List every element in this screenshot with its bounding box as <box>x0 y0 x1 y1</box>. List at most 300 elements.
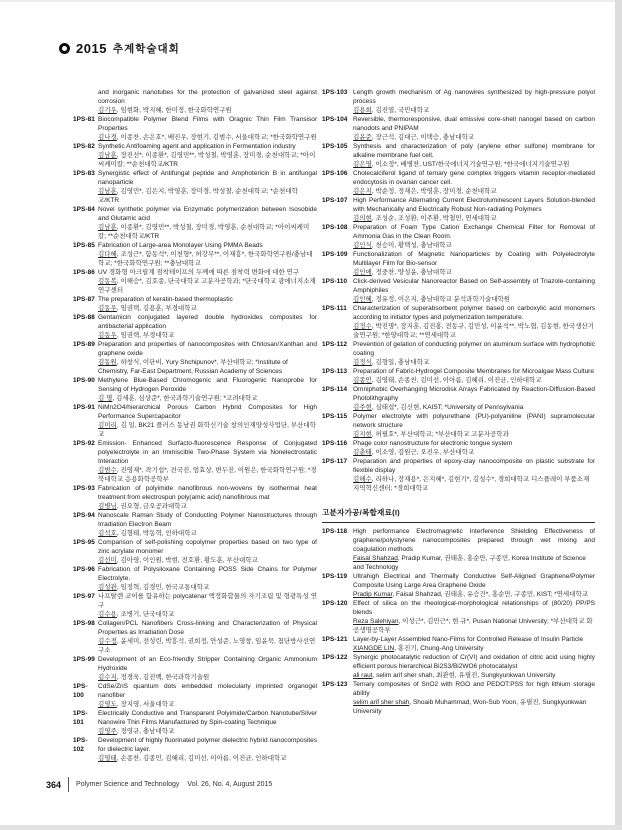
entry-first-author: ali raut <box>353 672 373 679</box>
entry-authors <box>98 394 317 403</box>
entry-coauthors: , 손종찬, 김종민, 김혜리, 김미선, 이아름, 이진균, 인하대학교 <box>116 755 287 762</box>
entry-authors <box>98 637 317 655</box>
program-entry <box>322 439 595 457</box>
entry-title: 나프탈렌 코어를 함유하는 polycatenar 액정화합물의 자기조립 및 형광특성 연구 <box>98 593 317 609</box>
entry-body <box>98 655 317 682</box>
entry-first-author: 김남훈 <box>98 188 117 195</box>
entry-body <box>353 572 595 599</box>
program-entry <box>322 88 595 115</box>
entry-body <box>353 635 595 653</box>
entry-first-author: 김수지 <box>98 674 117 681</box>
entry-title: Cholecalciferol ligand of ternary gene complex triggers vitamin receptor-mediated endocytosis in ovarian cancer cell. <box>353 170 595 186</box>
entry-first-author: 김주현 <box>353 404 372 411</box>
entry-code: 1PS-121 <box>322 636 348 643</box>
entry-code: 1PS-89 <box>73 341 95 348</box>
entry-first-author: Faisal Shahzad <box>353 555 398 562</box>
entry-code: 1PS-119 <box>322 573 348 580</box>
entry-code: 1PS-99 <box>73 656 95 663</box>
program-entry <box>73 169 317 205</box>
entry-title: Layer-by-Layer Assembled Nano-Films for Controlled Release of Insulin Particle <box>353 636 584 643</box>
entry-title: Preparation of Fabric-Hydrogel Composite Membranes for Microalgae Mass Culture <box>353 368 594 375</box>
entry-authors <box>98 223 317 241</box>
entry-title: Functionalization of Magnetic Nanoparticles by Coating with Polyelectrolyte Multilayer Film for Bio-sensor <box>353 251 595 267</box>
program-entry <box>73 340 317 376</box>
entry-first-author: 김용희 <box>353 107 372 114</box>
entry-coauthors: , 김영민*, 김은지, 박영훈, 장미경, 박성철, 순천대학교; *순천대학교/KTR <box>98 188 298 204</box>
entry-code: 1PS-115 <box>322 413 348 420</box>
entry-authors <box>353 187 595 196</box>
entry-code: 1PS-91 <box>73 404 95 411</box>
entry-body <box>353 439 595 457</box>
program-entry <box>322 169 595 196</box>
conference-year: 2015 <box>76 41 107 56</box>
entry-code: 1PS-97 <box>73 593 95 600</box>
entry-coauthors: , 조성근*, 함동석*, 이천형*, 허강무**, 이재흥*, 한국화학연구원/충남대학교; *한국화학연구원; **충남대학교 <box>98 251 313 267</box>
entry-code: 1PS-84 <box>73 206 95 213</box>
entry-title: Electrically Conductive and Transparent Polyimide/Carbon Nanotube/Silver Nanowire Thin Films Manufactured by Spin-coating Technique <box>98 710 317 726</box>
entry-first-author: Pradip Kumar <box>353 591 393 598</box>
entry-body <box>98 340 317 376</box>
entry-authors <box>353 617 595 635</box>
page-edge-shadow-top <box>0 0 622 2</box>
entry-title: Comparison of self-polishing copolymer properties based on two type of zinc acrylate monomer <box>98 539 317 555</box>
entry-title: Synergic photocatalytic reduction of Cr(VI) and oxidation of citric acid using highly efficient porous hierarchical Bi2S3/Bi2WO6 photocatalyst <box>353 654 595 670</box>
page-footer <box>46 777 272 792</box>
entry-authors <box>98 466 317 484</box>
entry-coauthors: , 이해승*, 김호종, 단국대학교 고분자공학과; *단국대학교 광에너지소재연구센터 <box>98 278 316 294</box>
entry-coauthors: , 이소정*, 배병찬, UST/한국에너지기술연구원; *한국에너지기술연구원 <box>371 161 570 168</box>
entry-title: Emission- Enhanced Surfacto-fluorescence Response of Conjugated polyelectrolyte in an Immiscible Two-Phase System via Nonelectrostatic Interaction <box>98 440 317 465</box>
entry-code: 1PS-87 <box>73 296 95 303</box>
entry-code: 1PS-92 <box>73 440 95 447</box>
entry-code: 1PS-108 <box>322 224 348 231</box>
entry-body <box>353 142 595 169</box>
entry-title: Novel synthetic polymer via Enzymatic polymerization between Isosobide and Glutamic acid <box>98 206 317 222</box>
entry-title: Reversible, thermoresponsive, dual emissive core-shell nanogel based on carbon nanodots and PNIPAM <box>353 116 595 132</box>
entry-body <box>98 169 317 205</box>
entry-first-author: 김은지 <box>353 188 372 195</box>
program-entry <box>322 340 595 367</box>
entry-title: Preparation and properties of epoxy-clay nanocomposite on plastic substrate for flexible display <box>353 458 595 474</box>
entry-first-author: 김의현 <box>353 215 372 222</box>
entry-code: 1PS-93 <box>73 485 95 492</box>
entry-body <box>98 511 317 538</box>
entry-authors <box>98 610 317 619</box>
entry-coauthors: , Faisal Shahzad, 권태훈, 유승건*, 홍순만, 구종민, KIST; *연세대학교 <box>392 591 589 598</box>
entry-title: Synthesis and characterization of poly (arylene ether sulfone) membrane for alkaline membrane fuel cell. <box>353 143 595 159</box>
entry-first-author: 김나경 <box>98 134 117 141</box>
entry-coauthors: , 조병기, 단국대학교 <box>116 611 175 618</box>
entry-authors <box>353 590 595 599</box>
entry-coauthors: , 권오형, 금오공과대학교 <box>116 503 187 510</box>
entry-coauthors: , 김영태, 손종찬, 김미선, 이아름, 김혜리, 이진균, 인하대학교 <box>371 377 542 384</box>
program-entry <box>322 277 595 304</box>
entry-authors <box>98 187 317 205</box>
program-column-left <box>73 88 317 763</box>
journal-name: Polymer Science and Technology <box>76 781 180 788</box>
entry-title: Click-derived Vesicular Nanoreactor Based on Self-assembly of Triazole-containing Amphiphiles <box>353 278 595 294</box>
entry-body <box>353 367 595 385</box>
entry-title: Nanoscale Raman Study of Conducting Polymer Nanostructures through Irradiation Electron Beam <box>98 512 317 528</box>
entry-title: The preparation of keratin-based thermoplastic <box>98 296 233 303</box>
entry-coauthors: , 리하나, 장재용*, 은지혜*, 김현기*, 김성수*, 경희대학교 디스플레이 부품소재지역혁신센터; *경희대학교 <box>353 476 590 492</box>
entry-body <box>98 565 317 592</box>
entry-first-author: 김병님 <box>98 503 117 510</box>
entry-code: 1PS-113 <box>322 368 348 375</box>
entry-code: 1PS-90 <box>73 377 95 384</box>
program-entry <box>73 619 317 655</box>
entry-body <box>353 599 595 635</box>
entry-code: 1PS-117 <box>322 458 348 465</box>
program-entry <box>73 682 317 709</box>
entry-coauthors: , 임권택, 김용훈, 부경대학교 <box>116 305 197 312</box>
entry-authors <box>353 376 595 385</box>
entry-first-author: 김성관 <box>98 584 117 591</box>
entry-coauthors: , 정영규, 충남대학교 <box>116 728 175 735</box>
entry-authors <box>98 673 317 682</box>
entry-body <box>98 736 317 763</box>
entry-title: Polymer electrolyte with polyurethane (PU)-polyaniline (PANI) supramolecular network structure <box>353 413 595 429</box>
entry-code: 1PS-123 <box>322 681 348 688</box>
program-entry <box>322 223 595 250</box>
entry-coauthors: , 김 일, BK21 플러스 동남권 화학신기술 창의인재양성사업단, 부산대학교 <box>98 422 316 438</box>
entry-code: 1PS-104 <box>322 116 348 123</box>
entry-title: Preparation of Foam Type Cation Exchange Chemical Filter for Removal of Ammonia Gas in the Clean Room. <box>353 224 595 240</box>
entry-authors <box>98 358 317 376</box>
program-entry <box>73 709 317 736</box>
entry-first-author: 김선미 <box>98 557 117 564</box>
entry-body <box>353 680 595 716</box>
program-entry <box>322 385 595 412</box>
program-entry <box>322 457 595 493</box>
entry-first-author: 김남훈 <box>98 224 117 231</box>
entry-first-author: 김해수 <box>353 476 372 483</box>
entry-authors <box>98 502 317 511</box>
entry-title: Ternary composites of SnO2 with RGO and PEDOT:PSS for high lithium storage ability <box>353 681 595 697</box>
entry-title: Length growth mechanism of Ag nanowires synthesized by high-pressure polyol process <box>353 89 595 105</box>
entry-coauthors: , 천승미, 황택성, 충남대학교 <box>371 242 452 249</box>
entry-code: 1PS-103 <box>322 89 348 96</box>
entry-coauthors: , 임정혁, 김경민, 한국교통대학교 <box>116 584 210 591</box>
page-edge-shadow-right <box>615 0 622 830</box>
entry-authors <box>353 430 595 439</box>
entry-code: 1PS-122 <box>322 654 348 661</box>
entry-authors <box>353 554 595 572</box>
entry-first-author: 김동우 <box>98 332 117 339</box>
entry-body <box>353 527 595 572</box>
entry-first-author: 김수용 <box>98 611 117 618</box>
entry-authors <box>98 421 317 439</box>
entry-body <box>98 115 317 142</box>
program-entry <box>73 484 317 511</box>
entry-authors <box>353 698 595 716</box>
program-entry <box>322 635 595 653</box>
entry-body <box>353 653 595 680</box>
entry-authors <box>353 214 595 223</box>
entry-first-author: 김수정 <box>98 638 117 645</box>
entry-code: 1PS-106 <box>322 170 348 177</box>
entry-first-author: 김동우 <box>98 305 117 312</box>
entry-coauthors: , 조성순, 조성환, 이주환, 박철민, 연세대학교 <box>371 215 497 222</box>
program-entry <box>73 655 317 682</box>
entry-body <box>353 250 595 277</box>
section-title: 고분자가공/복합재료(I) <box>322 508 400 517</box>
program-entry <box>322 653 595 680</box>
entry-authors <box>353 475 595 493</box>
entry-code: 1PS-118 <box>322 528 348 535</box>
entry-body <box>98 439 317 484</box>
entry-code: 1PS-101 <box>73 710 88 726</box>
entry-first-author: 김종민 <box>353 377 372 384</box>
entry-code: 1PS-95 <box>73 539 95 546</box>
entry-body <box>98 403 317 439</box>
program-entry <box>322 115 595 142</box>
entry-body <box>353 115 595 142</box>
entry-first-author: XIANGDE LIN <box>353 645 395 652</box>
entry-body <box>98 682 317 709</box>
conference-title: 추계학술대회 <box>112 43 180 55</box>
entry-title: Fabrication of Large-area Monolayer Using PMMA Beads <box>98 242 263 249</box>
entry-first-author: 김석호 <box>98 530 117 537</box>
program-entry <box>322 572 595 599</box>
entry-code: 1PS-110 <box>322 278 348 285</box>
entry-code: 1PS-102 <box>73 737 88 753</box>
entry-title: Ultrahigh Electrical and Thermally Conductive Self-Aligned Graphene/Polymer Composite Using Large Area Graphene Oxide <box>353 573 595 589</box>
entry-code: 1PS-81 <box>73 116 95 123</box>
entry-code: 1PS-114 <box>322 386 348 393</box>
entry-authors <box>353 358 595 367</box>
entry-code: 1PS-120 <box>322 600 348 607</box>
entry-code: 1PS-100 <box>73 683 88 699</box>
program-entry <box>322 599 595 635</box>
entry-title: Preparation and properties of nanocomposites with Chitosan/Xanthan and graphene oxide <box>98 341 317 357</box>
entry-title: Gentamicin conjugated layered double hydroxides composites for antibacterial application <box>98 314 317 330</box>
entry-title: Development of an Eco-friendly Stripper Containing Organic Ammonium Hydroxide <box>98 656 317 672</box>
entry-body <box>353 304 595 340</box>
session-section-header <box>322 502 595 523</box>
entry-first-author: 김은영 <box>353 161 372 168</box>
entry-authors <box>98 556 317 565</box>
entry-body <box>98 313 317 340</box>
program-entry <box>73 592 317 619</box>
entry-authors <box>353 671 595 680</box>
entry-title: Synthetic Antifoaming agent and application in Fermentation industry <box>98 143 296 150</box>
entry-authors <box>98 754 317 763</box>
entry-first-author: 김동원 <box>98 359 117 366</box>
entry-body <box>98 538 317 565</box>
entry-title: Fabrication of Polysiloxane Containing POSS Side Chains for Polymer Electrolyte. <box>98 566 317 582</box>
entry-code: 1PS-116 <box>322 440 348 447</box>
entry-code: 1PS-85 <box>73 242 95 249</box>
footer-divider <box>68 777 69 792</box>
entry-body <box>98 88 317 115</box>
entry-first-author: 김인식 <box>353 242 372 249</box>
entry-body <box>98 205 317 241</box>
entry-first-author: 김영태 <box>98 755 117 762</box>
entry-coauthors: , 임현화, 박지혜, 한미정, 한국화학연구원 <box>116 107 232 114</box>
entry-authors <box>98 304 317 313</box>
entry-body <box>353 457 595 493</box>
entry-authors <box>98 133 317 142</box>
entry-body <box>98 268 317 295</box>
entry-code: 1PS-111 <box>322 305 347 312</box>
entry-first-author: 김동복 <box>98 278 117 285</box>
entry-first-author: 김인애 <box>353 269 372 276</box>
entry-first-author: 김다혜 <box>98 251 117 258</box>
entry-title: and inorganic nanotubes for the protection of galvanized steel against corrosion <box>98 89 317 105</box>
entry-coauthors: , 심태섭*, 김신현, KAIST; *University of Pennsylvania <box>371 404 524 411</box>
entry-body <box>353 169 595 196</box>
entry-body <box>353 340 595 367</box>
entry-body <box>98 376 317 403</box>
entry-coauthors: , 정경욱, 김진백, 한국과학기술원 <box>116 674 210 681</box>
entry-authors <box>98 700 317 709</box>
entry-coauthors: , Pradip Kumar, 권태훈, 홍순만, 구종민, Korea Institute of Science and Technology <box>353 555 586 571</box>
entry-title: Biocompatible Polymer Blend Films with Oragnic Thin Film Transisor Properties <box>98 116 317 132</box>
entry-coauthors: , 김진열, 국민대학교 <box>371 107 430 114</box>
entry-title: Synergistic effect of Antifungal peptide and Amphotericin B in antifungal nanoparticle <box>98 170 317 186</box>
entry-coauthors: , 김형일, 충남대학교 <box>371 359 430 366</box>
entry-coauthors: , 임권택, 부경대학교 <box>116 332 175 339</box>
entry-first-author: 김남훈 <box>98 152 117 159</box>
entry-coauthors: , 정유정, 이은지, 충남대학교 분석과학기술대학원 <box>371 296 511 303</box>
program-entry <box>73 88 317 115</box>
entry-coauthors: , 홍진기, Chung-Ang University <box>394 645 484 652</box>
program-entry <box>73 376 317 403</box>
entry-title: Collagen/PCL Nanofibers Cross-linking and Characterization of Physical Properties as Irradiation Dose <box>98 620 317 636</box>
entry-body <box>98 142 317 169</box>
entry-coauthors: , 박순정, 정재은, 박영훈, 장미경, 순천대학교 <box>371 188 497 195</box>
entry-coauthors: , 하창식, 이단비, Yury Shchipunov*, 부산대학교; *Institute of Chemistry, Far-East Department, Russian Academy of Sciences <box>98 359 288 375</box>
program-entry <box>73 538 317 565</box>
entry-authors <box>98 277 317 295</box>
program-column-right <box>322 88 595 716</box>
entry-coauthors: , 이종찬, 손은호*, 배진우, 장현기, 김범수, 서울대학교; *한국화학연구원 <box>116 134 317 141</box>
entry-code: 1PS-86 <box>73 269 95 276</box>
program-entry <box>73 295 317 313</box>
entry-title: CdSe/ZnS quantum dots embedded molecularly imprinted organogel nanofiber <box>98 683 317 699</box>
entry-coauthors: , 정중찬, 양성윤, 충남대학교 <box>371 269 452 276</box>
program-entry <box>322 196 595 223</box>
program-entry <box>73 241 317 268</box>
program-entry <box>73 205 317 241</box>
entry-first-author: 김인혜 <box>353 296 372 303</box>
entry-first-author: selim arif sher shah <box>353 699 410 706</box>
program-entry <box>73 736 317 763</box>
program-entry <box>322 412 595 439</box>
entry-title: Characterization of superabsorbent polymer based on carboxylic acid monomers according to initiator types and polymerization temperature. <box>353 305 595 321</box>
entry-coauthors: , 진영재*, 곽기섭*, 전국진, 엄효상, 변두진, 이원은, 한국화학연구원; *경북대학교 응용화학공학부 <box>98 467 317 483</box>
entry-authors <box>98 106 317 115</box>
entry-code: 1PS-88 <box>73 314 95 321</box>
entry-code: 1PS-83 <box>73 170 95 177</box>
entry-first-author: 김영주 <box>98 728 117 735</box>
entry-code: 1PS-112 <box>322 341 348 348</box>
entry-code: 1PS-94 <box>73 512 95 519</box>
entry-title: Prevention of gelation of conducting polymer on aluminum surface with hydrophobic coating <box>353 341 595 357</box>
entry-body <box>353 277 595 304</box>
entry-body <box>98 295 317 313</box>
entry-coauthors: , selim arif sher shah, 최관현, 유필진, Sungkyunkwan University <box>372 672 556 679</box>
entry-first-author: 김 명 <box>98 395 113 402</box>
entry-authors <box>353 644 595 653</box>
program-entry <box>322 304 595 340</box>
entry-body <box>353 412 595 439</box>
entry-body <box>98 484 317 511</box>
entry-first-author: 김춘태 <box>353 449 372 456</box>
page-header <box>59 41 180 56</box>
entry-coauthors: , 장근석, 김대근, 이택승, 충남대학교 <box>371 134 475 141</box>
page-number: 364 <box>46 779 62 790</box>
entry-coauthors: , 장지영, 서울대학교 <box>116 701 175 708</box>
program-entry <box>73 268 317 295</box>
entry-authors <box>353 322 595 340</box>
entry-first-author: 김정식 <box>353 359 372 366</box>
program-entry <box>322 367 595 385</box>
program-entry <box>73 511 317 538</box>
entry-code: 1PS-96 <box>73 566 95 573</box>
program-entry <box>73 313 317 340</box>
entry-title: Fabrication of polyimide nanofibrous non-wovens by isothermal heat treatment from electrospun poly(amic acid) nanofibrous mat <box>98 485 317 501</box>
entry-body <box>353 196 595 223</box>
program-entry <box>322 680 595 716</box>
entry-title: NiMn2O4/hierarchical Porous Carbon Hybrid Composites for High Performance Supercapacitor <box>98 404 317 420</box>
entry-code: 1PS-109 <box>322 251 348 258</box>
entry-first-author: 김기우 <box>98 107 117 114</box>
entry-coauthors: , Shoaib Muhammad, Won-Sub Yoon, 유필진, Sungkyunkwan University <box>353 699 587 715</box>
entry-code: 1PS-105 <box>322 143 348 150</box>
entry-authors <box>98 250 317 268</box>
entry-first-author: 김미리 <box>98 422 117 429</box>
entry-authors <box>353 295 595 304</box>
entry-body <box>353 88 595 115</box>
entry-coauthors: , 김세훈, 심상준*, 한국과학기술연구원; *고려대학교 <box>112 395 258 402</box>
entry-first-author: 김범수 <box>98 467 117 474</box>
entry-authors <box>353 160 595 169</box>
entry-body <box>353 223 595 250</box>
entry-authors <box>353 133 595 142</box>
entry-first-author: 김윤준 <box>353 134 372 141</box>
entry-authors <box>353 106 595 115</box>
entry-authors <box>98 583 317 592</box>
entry-first-author: 김영도 <box>98 701 117 708</box>
entry-title: High performance Electromagnetic Interference Shielding Effectiveness of graphene/polystyrene nanocomposites prepared through wet mixing and coagulation methods <box>353 528 595 553</box>
entry-first-author: 김지현 <box>353 431 372 438</box>
entry-authors <box>98 529 317 538</box>
entry-title: Phage color nanostructure for electronic tongue system <box>353 440 513 447</box>
entry-code: 1PS-98 <box>73 620 95 627</box>
entry-coauthors: , 윤세미, 전성린, 박흥석, 권희정, 안성준, 노영창, 임윤묵, 첨단방사선연구소 <box>98 638 316 654</box>
program-entry <box>73 115 317 142</box>
entry-body <box>353 385 595 412</box>
entry-title: High Performance Alternating Current Electroluminescent Layers Solution-blended with Mechanically and Electrically Robust Non-radiating Polymers <box>353 197 595 213</box>
entry-coauthors: , 허필호*, 부산대학교; *부산대학교 고분자공학과 <box>371 431 509 438</box>
entry-title: UV 경화형 아크릴계 점착테이프의 두께에 따른 점착력 변화에 대한 연구 <box>98 269 300 276</box>
entry-body <box>98 592 317 619</box>
program-entry <box>73 142 317 169</box>
entry-authors <box>353 241 595 250</box>
entry-title: Methylene Blue-Based Chromogenic and Fluorogenic Nanoprobe for Sensing of Hydrogen Peroxide <box>98 377 317 393</box>
program-entry <box>73 403 317 439</box>
entry-body <box>98 709 317 736</box>
entry-first-author: 김정수 <box>353 323 372 330</box>
conference-logo-icon <box>59 43 70 54</box>
entry-coauthors: , 김형태, 박동혁, 인하대학교 <box>116 530 197 537</box>
entry-authors <box>353 403 595 412</box>
entry-coauthors: , 이소영, 김원근, 오진우, 부산대학교 <box>371 449 475 456</box>
entry-authors <box>98 727 317 736</box>
entry-title: Omniphobic Overhanging Microdisk Arrays Fabricated by Reaction-Diffusion-Based Photolithgraphy <box>353 386 595 402</box>
